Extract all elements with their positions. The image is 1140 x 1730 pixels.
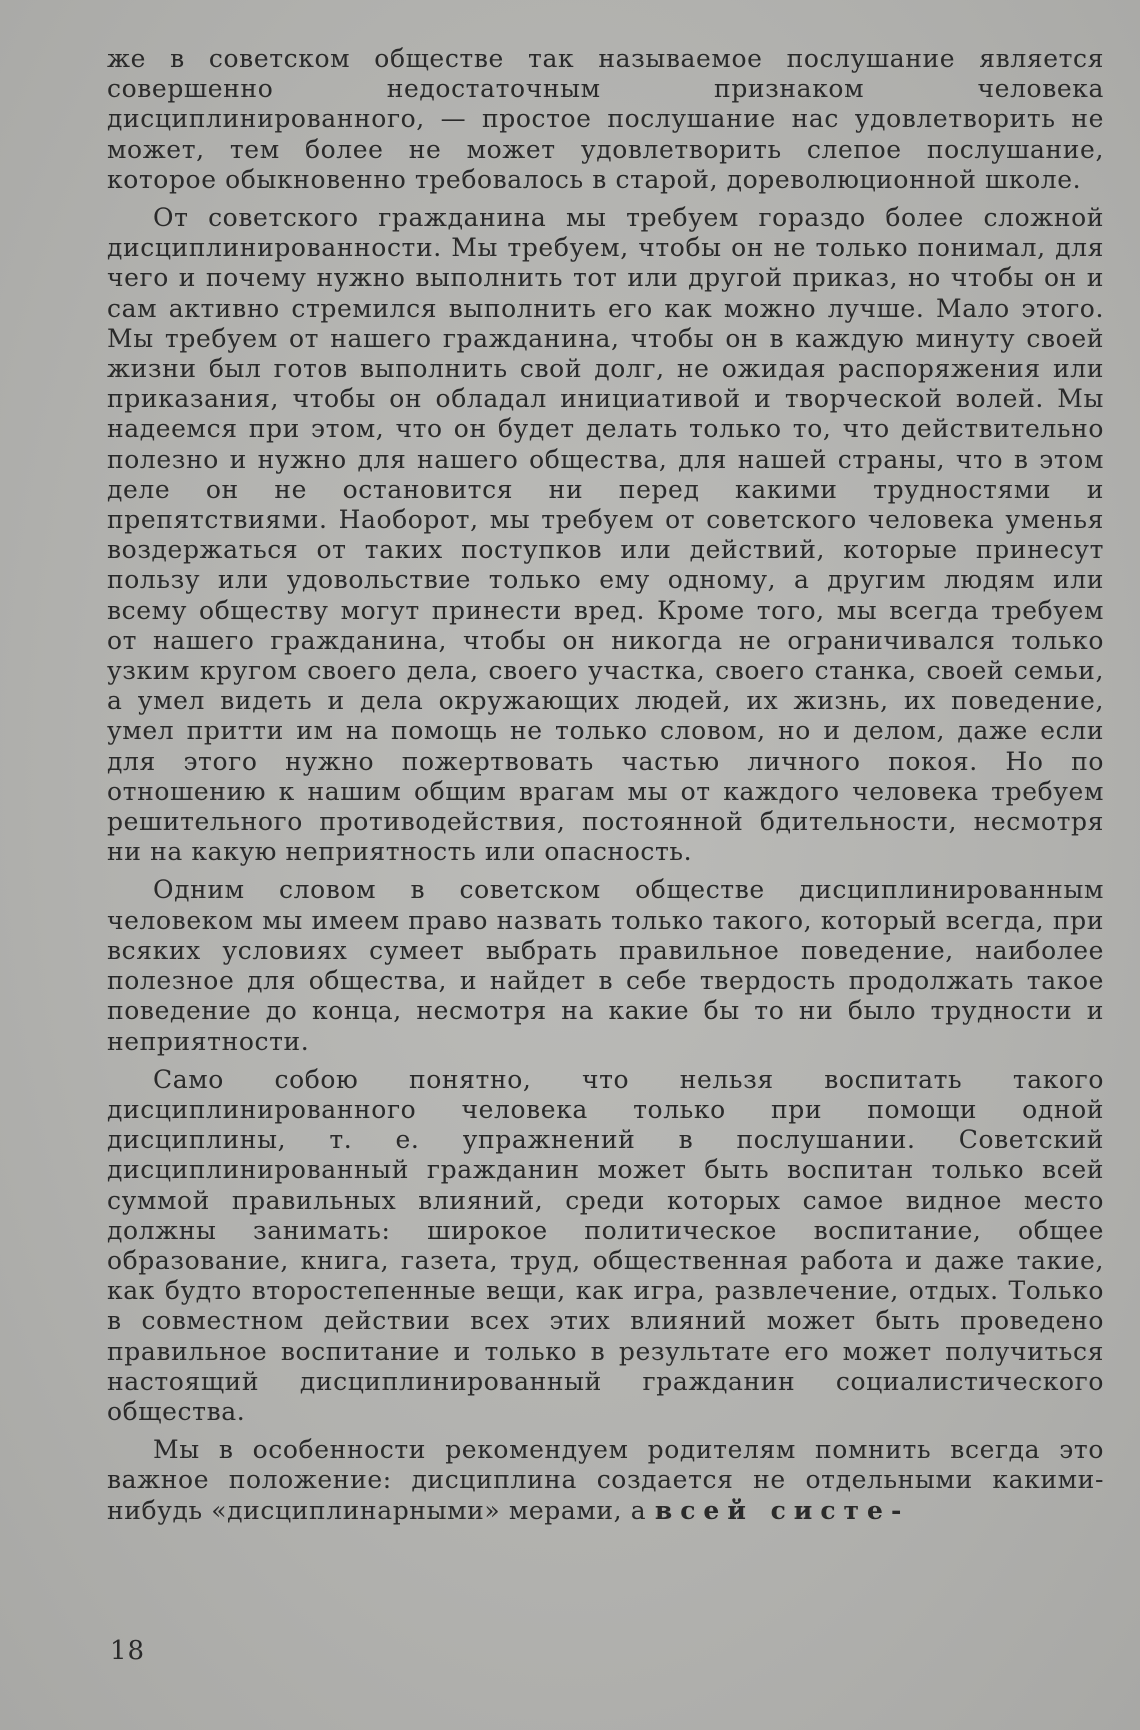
- paragraph: Одним словом в советском обществе дисциплинированным человеком мы имеем право назвать только такого, который всегда, при всяких условиях сумеет выбрать правильное поведение, наиболее полезное для общества, и найдет в себе твердость продолжать такое поведение до конца, несмотря на какие бы то ни было трудности и неприятности.: [107, 875, 1104, 1056]
- emphasized-text: всей систе-: [654, 1495, 910, 1525]
- paragraph-continuation: же в советском обществе так называемое послушание является совершенно недостаточным признаком человека дисциплинированного, — простое послушание нас удовлетворить не может, тем более не может удовлетворить слепое послушание, которое обыкновенно требовалось в старой, дореволюционной школе.: [107, 44, 1104, 194]
- page-number: 18: [110, 1636, 146, 1666]
- paragraph: Само собою понятно, что нельзя воспитать такого дисциплинированного человека только при помощи одной дисциплины, т. е. упражнений в послушании. Советский дисциплинированный гражданин может быть воспитан только всей суммой правильных влияний, среди которых самое видное место должны занимать: широкое политическое воспитание, общее образование, книга, газета, труд, общественная работа и даже такие, как будто второстепенные вещи, как игра, развлечение, отдых. Только в совместном действии всех этих влияний может быть проведено правильное воспитание и только в результате его может получиться настоящий дисциплинированный гражданин социалистического общества.: [107, 1064, 1104, 1426]
- paragraph-last: [107, 1435, 1104, 1526]
- paragraph-last-text: Мы в особенности рекомендуем родителям помнить всегда это важное положение: дисциплина создается не отдельными какими-нибудь «дисциплинарными» мерами, а: [107, 1435, 1104, 1525]
- paragraph: От советского гражданина мы требуем гораздо более сложной дисциплинированности. Мы требуем, чтобы он не только понимал, для чего и почему нужно выполнить тот или другой приказ, но чтобы он и сам активно стремился выполнить его как можно лучше. Мало этого. Мы требуем от нашего гражданина, чтобы он в каждую минуту своей жизни был готов выполнить свой долг, не ожидая распоряжения или приказания, чтобы он обладал инициативой и творческой волей. Мы надеемся при этом, что он будет делать только то, что действительно полезно и нужно для нашего общества, для нашей страны, что в этом деле он не остановится ни перед какими трудностями и препятствиями. Наоборот, мы требуем от советского человека уменья воздержаться от таких поступков или действий, которые принесут пользу или удовольствие только ему одному, а другим людям или всему обществу могут принести вред. Кроме того, мы всегда требуем от нашего гражданина, чтобы он никогда не ограничивался только узким кругом своего дела, своего участка, своего станка, своей семьи, а умел видеть и дела окружающих людей, их жизнь, их поведение, умел притти им на помощь не только словом, но и делом, даже если для этого нужно пожертвовать частью личного покоя. Но по отношению к нашим общим врагам мы от каждого человека требуем решительного противодействия, постоянной бдительности, несмотря ни на какую неприятность или опасность.: [107, 203, 1104, 867]
- body-text: [107, 44, 1104, 1526]
